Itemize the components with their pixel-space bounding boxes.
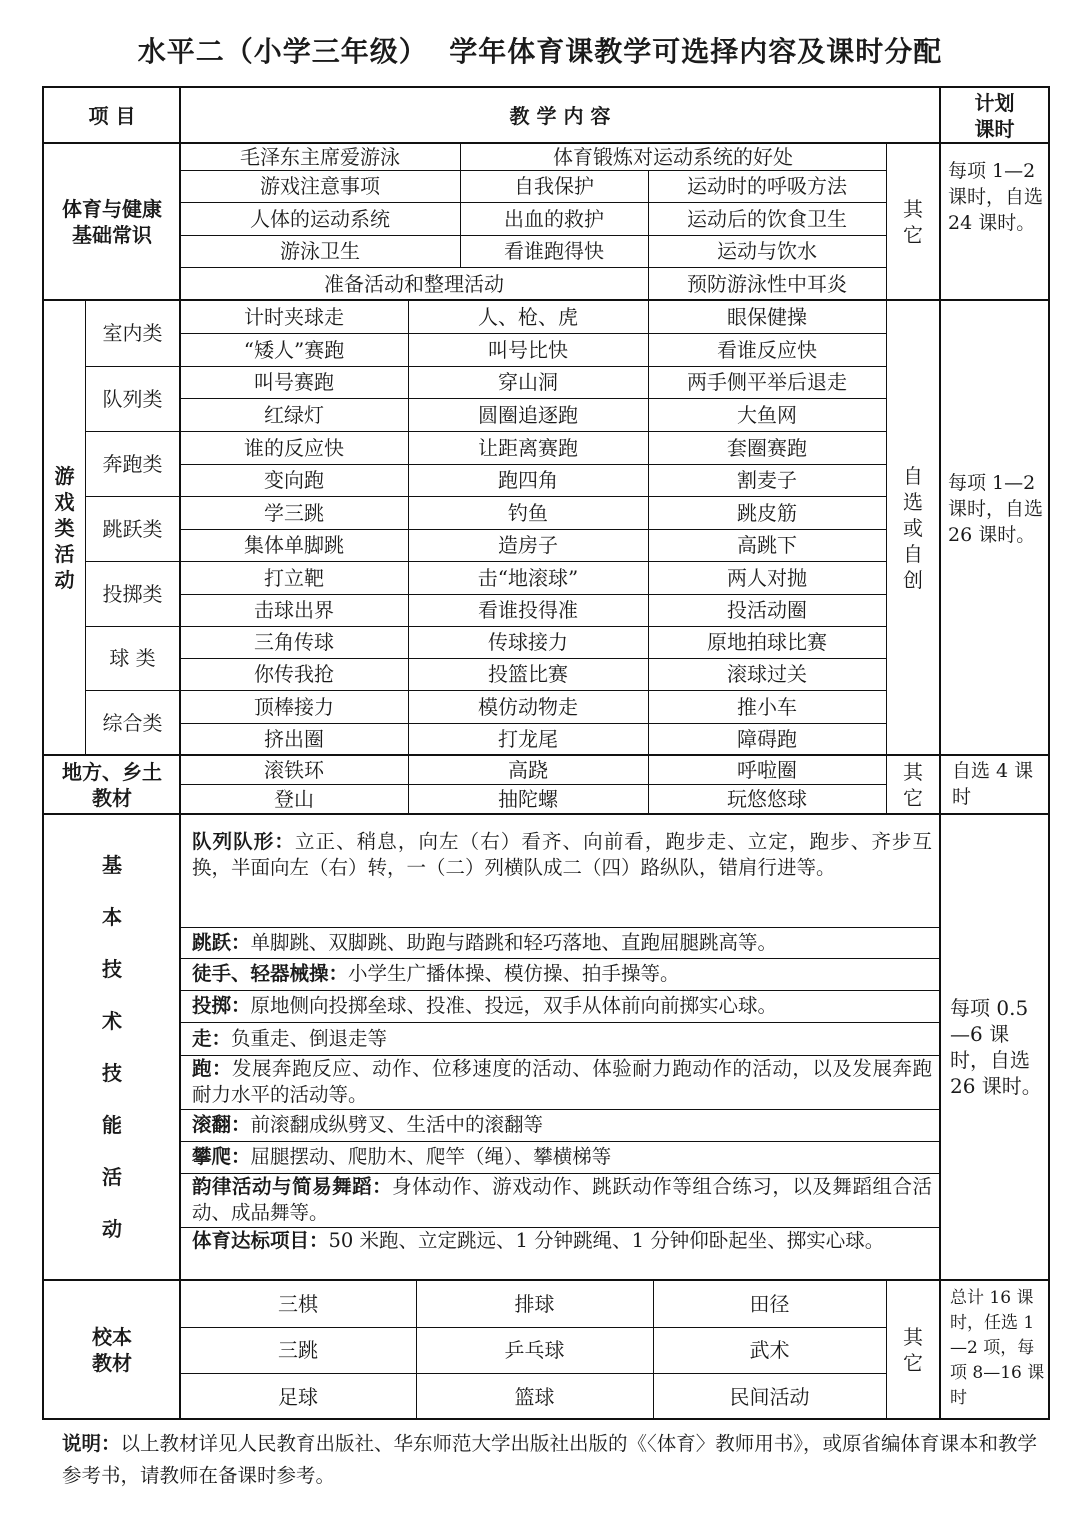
game-item: 眼保健操 xyxy=(727,304,807,329)
game-item: 计时夹球走 xyxy=(244,304,344,329)
game-item: 大鱼网 xyxy=(737,402,797,427)
game-item: 谁的反应快 xyxy=(244,435,344,460)
label-char: 自 xyxy=(903,541,923,566)
label-char: 活 xyxy=(102,1165,122,1189)
skill-item xyxy=(192,1026,932,1052)
label-char: 本 xyxy=(102,905,122,929)
label-char: 能 xyxy=(102,1113,122,1137)
skill-item xyxy=(192,993,932,1019)
header-project: 项 目 xyxy=(88,103,136,128)
game-item: 投活动圈 xyxy=(727,598,807,622)
health-item: 人体的运动系统 xyxy=(250,206,390,231)
game-item: 变向跑 xyxy=(264,468,324,492)
health-item: 出血的救护 xyxy=(504,206,604,231)
school-item: 篮球 xyxy=(514,1384,555,1409)
skill-head: 跑： xyxy=(192,1057,233,1080)
school-item: 排球 xyxy=(514,1291,555,1316)
health-item: 运动与饮水 xyxy=(717,239,817,263)
skill-item xyxy=(192,1056,932,1108)
section-label-health xyxy=(44,143,180,300)
skill-head: 跳跃： xyxy=(192,930,251,954)
game-item: 顶棒接力 xyxy=(254,694,334,719)
section4-hours: 每项 0.5—6 课时，自选 26 课时。 xyxy=(950,996,1042,1098)
skill-head: 队列队形： xyxy=(192,829,295,853)
local-item: 玩悠悠球 xyxy=(727,787,807,811)
game-item: 人、枪、虎 xyxy=(478,304,578,329)
game-item: 学三跳 xyxy=(264,500,324,525)
game-item: 穿山洞 xyxy=(498,370,558,394)
section-label-line: 基础常识 xyxy=(72,222,152,247)
game-item: 两手侧平举后退走 xyxy=(687,370,847,394)
section2-other-label xyxy=(886,300,940,755)
health-item: 毛泽东主席爱游泳 xyxy=(240,144,400,169)
health-item: 体育锻炼对运动系统的好处 xyxy=(553,144,793,169)
skill-text: 50 米跑、立定跳远、1 分钟跳绳、1 分钟仰卧起坐、掷实心球。 xyxy=(328,1228,885,1252)
health-item: 预防游泳性中耳炎 xyxy=(687,271,847,296)
header-hours-line: 课时 xyxy=(974,116,1015,141)
label-char: 它 xyxy=(903,785,923,810)
section-label-line: 教材 xyxy=(92,785,132,810)
skill-head: 攀爬： xyxy=(192,1145,251,1168)
game-item: 挤出圈 xyxy=(264,727,324,751)
health-item: 游戏注意事项 xyxy=(260,174,380,198)
section1-other-label xyxy=(886,143,940,300)
game-group-label: 投掷类 xyxy=(102,581,163,606)
section5-hours: 总计 16 课时，任选 1—2 项，每项 8—16 课时 xyxy=(950,1288,1045,1408)
skill-head: 滚翻： xyxy=(192,1113,251,1136)
label-char: 其 xyxy=(903,1325,923,1349)
health-item: 准备活动和整理活动 xyxy=(324,271,504,296)
game-item: 击球出界 xyxy=(254,598,334,622)
header-content: 教 学 内 容 xyxy=(509,103,611,128)
health-item: 运动后的饮食卫生 xyxy=(687,206,847,231)
game-item: 造房子 xyxy=(498,533,558,557)
skill-text: 身体动作、游戏动作、跳跃动作等组合练习，以及舞蹈组合活动、成品舞等。 xyxy=(192,1175,932,1224)
school-item: 民间活动 xyxy=(729,1384,810,1409)
game-item: 让距离赛跑 xyxy=(478,435,578,460)
school-item: 田径 xyxy=(749,1291,790,1316)
page-title: 水平二（小学三年级） 学年体育课教学可选择内容及课时分配 xyxy=(137,35,943,68)
school-item: 武术 xyxy=(749,1338,790,1362)
skill-item xyxy=(192,961,932,987)
skill-text: 发展奔跑反应、动作、位移速度的活动、体验耐力跑动作的活动，以及发展奔跑耐力水平的活动等。 xyxy=(192,1057,932,1106)
game-item: 投篮比赛 xyxy=(488,662,568,686)
local-item: 登山 xyxy=(274,787,314,811)
grid-hline xyxy=(180,958,940,959)
grid-hline xyxy=(180,1109,940,1110)
section-label-local xyxy=(44,755,180,814)
local-item: 抽陀螺 xyxy=(498,787,558,811)
section-label-games xyxy=(44,300,85,755)
label-char: 或 xyxy=(903,515,923,540)
footnote-head: 说明： xyxy=(62,1432,121,1455)
game-group-label: 队列类 xyxy=(102,386,163,411)
game-item: 击“地滚球” xyxy=(477,565,579,590)
skill-text: 单脚跳、双脚跳、助跑与踏跳和轻巧落地、直跑屈腿跳高等。 xyxy=(250,930,778,954)
skill-text: 原地侧向投掷垒球、投准、投远，双手从体前向前掷实心球。 xyxy=(250,994,778,1017)
grid-hline xyxy=(180,990,940,991)
label-char: 其 xyxy=(903,759,923,784)
game-item: 滚球过关 xyxy=(727,662,807,686)
school-item: 足球 xyxy=(278,1384,318,1409)
label-char: 动 xyxy=(102,1217,122,1241)
school-item: 三棋 xyxy=(278,1291,318,1316)
game-item: 看谁反应快 xyxy=(717,337,817,362)
school-item: 三跳 xyxy=(278,1338,318,1362)
game-item: 模仿动物走 xyxy=(478,694,578,719)
game-item: 障碍跑 xyxy=(737,727,797,751)
game-item: 打龙尾 xyxy=(498,727,558,751)
game-group-label: 奔跑类 xyxy=(102,451,163,476)
game-item: 套圈赛跑 xyxy=(727,435,807,460)
game-group-label: 球 类 xyxy=(109,646,156,670)
header-hours-line: 计划 xyxy=(974,90,1015,115)
section-label-line: 教材 xyxy=(92,1351,132,1375)
skill-head: 徒手、轻器械操： xyxy=(192,962,349,985)
game-item: 集体单脚跳 xyxy=(244,533,344,557)
header-hours xyxy=(940,88,1049,143)
label-char: 游 xyxy=(54,463,75,488)
game-item: 跑四角 xyxy=(498,468,558,492)
grid-hline xyxy=(180,1022,940,1023)
label-char: 技 xyxy=(102,957,122,981)
health-item: 游泳卫生 xyxy=(280,239,360,263)
label-char: 动 xyxy=(54,567,75,592)
game-item: 原地拍球比赛 xyxy=(707,630,827,654)
game-item: 两人对抛 xyxy=(727,565,807,590)
label-char: 戏 xyxy=(54,489,75,514)
label-char: 类 xyxy=(54,515,75,540)
local-item: 呼啦圈 xyxy=(737,757,797,782)
section-label-school xyxy=(44,1280,180,1420)
section5-other-label xyxy=(886,1280,940,1420)
game-item: “矮人”赛跑 xyxy=(243,337,345,362)
skill-text: 前滚翻成纵劈叉、生活中的滚翻等 xyxy=(250,1113,544,1136)
skill-item xyxy=(192,829,932,881)
game-item: 三角传球 xyxy=(254,630,334,654)
skill-text: 小学生广播体操、模仿操、拍手操等。 xyxy=(348,962,680,985)
section2-hours: 每项 1—2 课时，自选 26 课时。 xyxy=(948,472,1044,546)
skill-item xyxy=(192,1174,932,1226)
footnote xyxy=(62,1428,1042,1492)
label-char: 术 xyxy=(102,1009,122,1033)
label-char: 创 xyxy=(903,567,923,592)
section3-hours: 自选 4 课时 xyxy=(952,760,1034,808)
label-char: 自 xyxy=(903,463,923,488)
game-item: 高跳下 xyxy=(737,533,797,557)
section1-hours: 每项 1—2 课时，自选 24 课时。 xyxy=(948,160,1044,234)
health-item: 运动时的呼吸方法 xyxy=(687,174,847,198)
skill-head: 投掷： xyxy=(192,994,251,1017)
label-char: 选 xyxy=(903,489,923,514)
section-label-line: 地方、乡土 xyxy=(62,759,162,784)
footnote-text: 以上教材详见人民教育出版社、华东师范大学出版社出版的《〈体育〉教师用书》，或原省编体育课本和教学参考书，请教师在备课时参考。 xyxy=(62,1432,1038,1487)
game-item: 叫号赛跑 xyxy=(254,370,334,394)
skill-head: 走： xyxy=(192,1026,232,1050)
game-item: 传球接力 xyxy=(488,630,568,654)
label-char: 活 xyxy=(54,541,75,566)
skill-item xyxy=(192,1228,932,1254)
grid-hline xyxy=(180,1141,940,1142)
game-item: 叫号比快 xyxy=(488,337,568,362)
game-item: 跳皮筋 xyxy=(737,500,797,525)
label-char: 它 xyxy=(903,222,923,247)
game-item: 圆圈追逐跑 xyxy=(478,402,578,427)
label-char: 基 xyxy=(102,853,122,877)
skill-item xyxy=(192,1144,932,1170)
skill-head: 韵律活动与简易舞蹈： xyxy=(192,1175,393,1198)
skill-text: 负重走、倒退走等 xyxy=(231,1026,388,1050)
health-item: 自我保护 xyxy=(514,174,594,198)
label-char: 其 xyxy=(903,196,923,221)
game-group-label: 综合类 xyxy=(102,710,163,735)
local-item: 滚铁环 xyxy=(264,757,324,782)
game-item: 红绿灯 xyxy=(264,402,324,427)
game-group-label: 跳跃类 xyxy=(102,516,163,541)
section-label-line: 校本 xyxy=(92,1325,132,1349)
section3-other-label xyxy=(886,755,940,814)
label-char: 它 xyxy=(903,1351,923,1375)
game-item: 割麦子 xyxy=(737,468,797,492)
label-char: 技 xyxy=(102,1061,122,1085)
section-label-skills xyxy=(44,814,180,1280)
skill-item xyxy=(192,930,932,956)
local-item: 高跷 xyxy=(508,757,548,782)
skill-head: 体育达标项目： xyxy=(192,1228,329,1252)
game-item: 看谁投得准 xyxy=(478,598,578,622)
school-item: 乒乓球 xyxy=(504,1338,565,1362)
section-label-line: 体育与健康 xyxy=(62,196,162,221)
game-group-label: 室内类 xyxy=(102,321,163,345)
health-item: 看谁跑得快 xyxy=(504,239,604,263)
skill-text: 立正、稍息，向左（右）看齐、向前看，跑步走、立定，跑步、齐步互换，半面向左（右）转，一（二）列横队成二（四）路纵队，错肩行进等。 xyxy=(192,829,932,879)
skill-item xyxy=(192,1112,932,1138)
game-item: 你传我抢 xyxy=(254,662,334,686)
game-item: 钓鱼 xyxy=(508,500,548,525)
grid-hline xyxy=(180,927,940,928)
skill-text: 屈腿摆动、爬肋木、爬竿（绳）、攀横梯等 xyxy=(250,1145,612,1168)
game-item: 推小车 xyxy=(737,694,797,719)
game-item: 打立靶 xyxy=(264,565,324,590)
